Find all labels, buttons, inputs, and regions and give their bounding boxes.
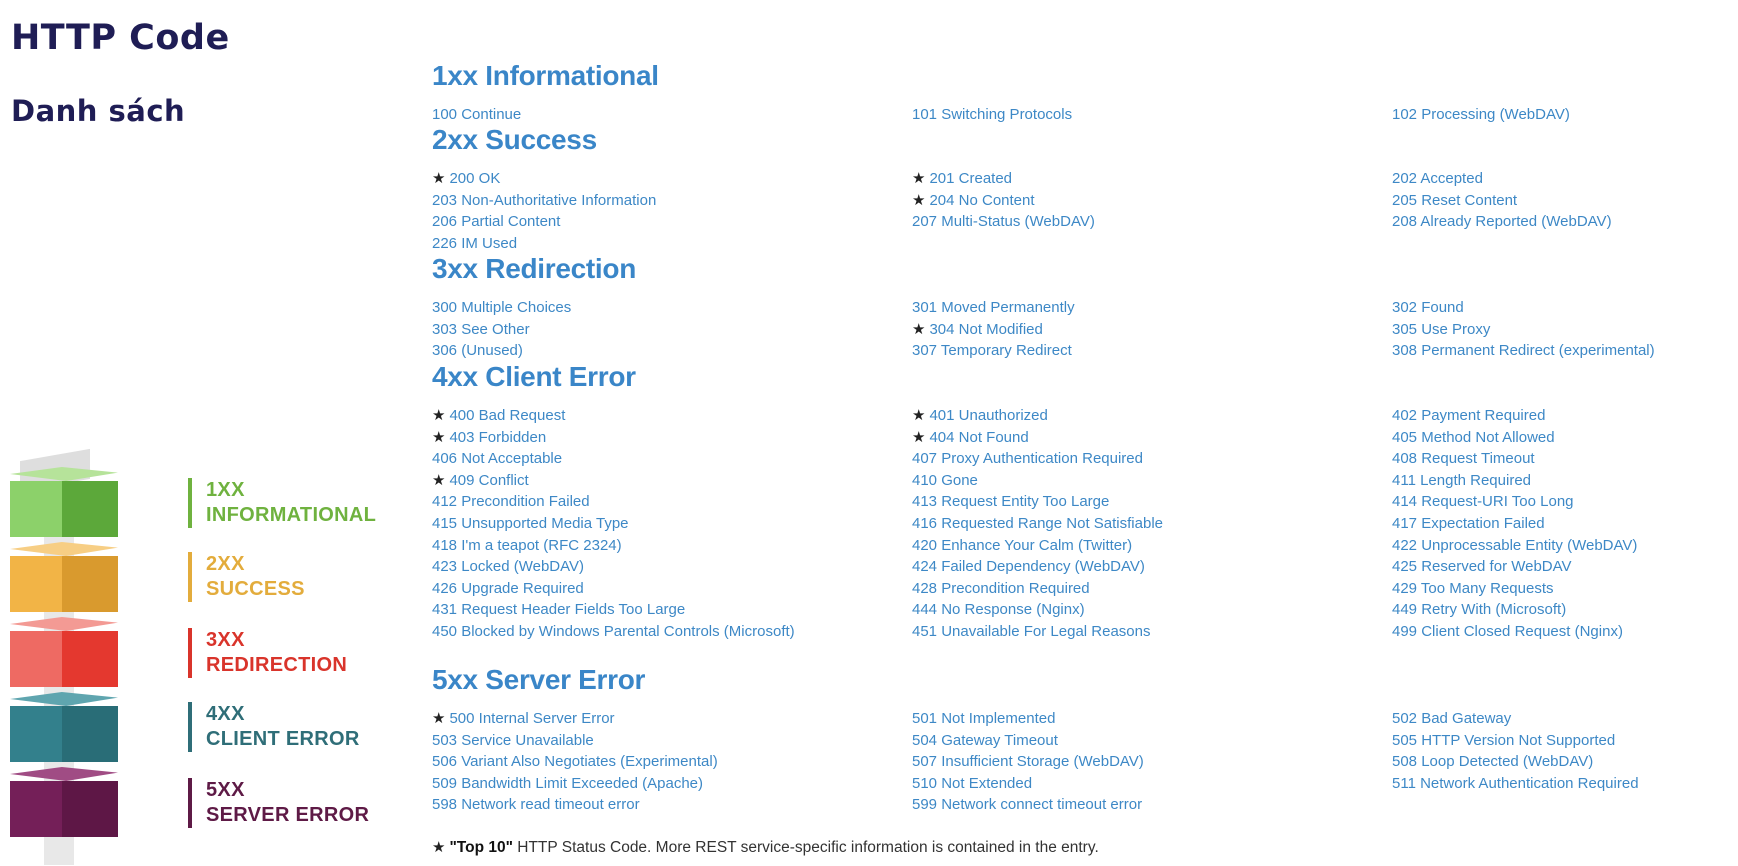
status-code-item xyxy=(912,751,1392,773)
status-code-item xyxy=(912,794,1392,816)
cube-top-face xyxy=(10,542,118,556)
status-code-text: 400 Bad Request xyxy=(449,407,566,424)
status-code-text: 503 Service Unavailable xyxy=(432,731,594,749)
cube-top-face xyxy=(10,692,118,706)
status-code-item xyxy=(912,621,1392,643)
footnote-bold: "Top 10" xyxy=(449,839,513,856)
status-code-text: 499 Client Closed Request (Nginx) xyxy=(1392,622,1623,640)
status-code-text: 418 I'm a teapot (RFC 2324) xyxy=(432,536,622,554)
status-code-text: 208 Already Reported (WebDAV) xyxy=(1392,213,1612,231)
status-code-text: 425 Reserved for WebDAV xyxy=(1392,558,1572,576)
status-code-item xyxy=(1392,168,1732,190)
status-code-item xyxy=(912,319,1392,341)
section-title: Danh sách xyxy=(11,94,186,128)
status-code-text: 302 Found xyxy=(1392,299,1464,316)
star-icon: ★ xyxy=(912,407,926,424)
status-code-item xyxy=(432,773,912,795)
cube-right-face xyxy=(62,481,118,537)
group-title-2xx: 2xx Success xyxy=(432,124,597,155)
star-icon: ★ xyxy=(912,320,926,338)
cube-left-face xyxy=(10,481,62,537)
status-code-text: 599 Network connect timeout error xyxy=(912,796,1143,814)
legend-class-code: 4XX xyxy=(206,703,245,725)
legend-class-name: SUCCESS xyxy=(206,578,305,600)
legend-label-2xx xyxy=(188,552,305,602)
status-code-text: 201 Created xyxy=(929,170,1013,187)
status-code-text: 409 Conflict xyxy=(449,471,529,489)
status-code-text: 401 Unauthorized xyxy=(929,407,1048,424)
status-code-item xyxy=(432,708,912,730)
status-code-item xyxy=(432,794,912,816)
status-code-item xyxy=(432,470,912,492)
status-code-text: 402 Payment Required xyxy=(1392,407,1546,424)
status-code-item xyxy=(432,211,912,233)
star-icon: ★ xyxy=(432,471,446,489)
status-code-item xyxy=(1392,104,1732,126)
status-code-text: 414 Request-URI Too Long xyxy=(1392,493,1574,511)
code-list-1xx xyxy=(432,104,1732,126)
status-code-text: 417 Expectation Failed xyxy=(1392,514,1545,532)
legend-class-code: 3XX xyxy=(206,629,245,651)
status-code-text: 308 Permanent Redirect (experimental) xyxy=(1392,342,1655,360)
status-code-item xyxy=(432,168,912,190)
status-code-text: 410 Gone xyxy=(912,471,978,489)
status-code-item xyxy=(912,211,1392,233)
status-code-item xyxy=(432,405,912,427)
legend-cube-3xx xyxy=(10,625,110,681)
status-code-item xyxy=(1392,621,1732,643)
legend-cube-4xx xyxy=(10,700,110,756)
star-icon: ★ xyxy=(432,839,446,856)
status-code-text: 415 Unsupported Media Type xyxy=(432,514,629,532)
status-code-item xyxy=(912,297,1392,319)
status-code-item xyxy=(432,751,912,773)
footnote xyxy=(432,838,1099,857)
cube-left-face xyxy=(10,556,62,612)
status-code-item xyxy=(912,104,1392,126)
legend-cube-2xx xyxy=(10,550,110,606)
status-code-text: 305 Use Proxy xyxy=(1392,320,1491,338)
status-code-text: 509 Bandwidth Limit Exceeded (Apache) xyxy=(432,774,703,792)
status-code-text: 413 Request Entity Too Large xyxy=(912,493,1110,511)
status-code-text: 301 Moved Permanently xyxy=(912,299,1075,316)
status-code-text: 304 Not Modified xyxy=(929,320,1043,338)
status-code-text: 416 Requested Range Not Satisfiable xyxy=(912,514,1164,532)
status-code-item xyxy=(432,190,912,212)
status-code-item xyxy=(432,104,912,126)
status-code-text: 412 Precondition Failed xyxy=(432,493,590,511)
status-code-text: 300 Multiple Choices xyxy=(432,299,572,316)
legend-cube-1xx xyxy=(10,475,110,531)
status-code-item xyxy=(912,405,1392,427)
status-code-text: 204 No Content xyxy=(929,191,1035,209)
status-code-item xyxy=(912,427,1392,449)
status-code-text: 202 Accepted xyxy=(1392,170,1483,187)
status-code-text: 420 Enhance Your Calm (Twitter) xyxy=(912,536,1133,554)
status-code-item xyxy=(432,319,912,341)
status-code-text: 422 Unprocessable Entity (WebDAV) xyxy=(1392,536,1638,554)
cube-top-face xyxy=(10,617,118,631)
legend-class-name: INFORMATIONAL xyxy=(206,504,377,526)
status-code-item xyxy=(912,470,1392,492)
status-code-item xyxy=(1392,773,1732,795)
status-code-item xyxy=(1392,190,1732,212)
status-code-text: 449 Retry With (Microsoft) xyxy=(1392,601,1567,619)
status-code-item xyxy=(912,730,1392,752)
code-list-5xx xyxy=(432,708,1732,816)
status-code-item xyxy=(912,556,1392,578)
status-code-text: 403 Forbidden xyxy=(449,428,547,446)
status-code-text: 226 IM Used xyxy=(432,234,518,252)
status-code-text: 411 Length Required xyxy=(1392,471,1531,489)
status-code-item xyxy=(1392,319,1732,341)
status-code-text: 502 Bad Gateway xyxy=(1392,710,1512,727)
status-code-text: 205 Reset Content xyxy=(1392,191,1518,209)
status-code-item xyxy=(1392,427,1732,449)
status-code-text: 501 Not Implemented xyxy=(912,710,1056,727)
status-code-item xyxy=(912,190,1392,212)
cube-left-face xyxy=(10,706,62,762)
status-code-text: 598 Network read timeout error xyxy=(432,796,640,814)
code-list-4xx xyxy=(432,405,1732,643)
status-code-item xyxy=(1392,751,1732,773)
status-code-text: 423 Locked (WebDAV) xyxy=(432,558,585,576)
legend-class-code: 5XX xyxy=(206,779,245,801)
cube-left-face xyxy=(10,631,62,687)
status-code-item xyxy=(1392,708,1732,730)
status-code-item xyxy=(1392,599,1732,621)
status-code-text: 424 Failed Dependency (WebDAV) xyxy=(912,558,1145,576)
status-class-legend xyxy=(0,445,400,866)
status-code-text: 303 See Other xyxy=(432,320,530,338)
status-code-text: 450 Blocked by Windows Parental Controls (Microsoft) xyxy=(432,622,795,640)
status-code-text: 307 Temporary Redirect xyxy=(912,342,1072,360)
status-code-text: 206 Partial Content xyxy=(432,213,561,231)
cube-right-face xyxy=(62,781,118,837)
status-code-item xyxy=(432,491,912,513)
status-code-item xyxy=(432,513,912,535)
star-icon: ★ xyxy=(432,710,446,727)
status-code-text: 407 Proxy Authentication Required xyxy=(912,450,1143,468)
status-code-text: 500 Internal Server Error xyxy=(449,710,615,727)
legend-cube-5xx xyxy=(10,775,110,831)
status-code-item xyxy=(912,340,1392,362)
status-code-item xyxy=(1392,730,1732,752)
status-code-item xyxy=(1392,535,1732,557)
status-code-text: 504 Gateway Timeout xyxy=(912,731,1058,749)
legend-class-name: SERVER ERROR xyxy=(206,804,370,826)
star-icon: ★ xyxy=(912,191,926,209)
legend-label-3xx xyxy=(188,628,347,678)
status-code-item xyxy=(432,427,912,449)
cube-right-face xyxy=(62,556,118,612)
status-code-text: 511 Network Authentication Required xyxy=(1392,774,1639,792)
star-icon: ★ xyxy=(912,170,926,187)
status-code-text: 101 Switching Protocols xyxy=(912,106,1073,123)
cube-right-face xyxy=(62,631,118,687)
star-icon: ★ xyxy=(432,428,446,446)
legend-label-5xx xyxy=(188,778,369,828)
status-code-item xyxy=(1392,297,1732,319)
status-code-text: 431 Request Header Fields Too Large xyxy=(432,601,686,619)
legend-class-code: 1XX xyxy=(206,479,245,501)
status-code-text: 507 Insufficient Storage (WebDAV) xyxy=(912,753,1144,771)
cube-top-face xyxy=(10,767,118,781)
group-title-5xx: 5xx Server Error xyxy=(432,664,646,695)
footnote-text: HTTP Status Code. More REST service-specific information is contained in the entry. xyxy=(512,839,1099,856)
status-code-text: 426 Upgrade Required xyxy=(432,579,584,597)
status-code-text: 451 Unavailable For Legal Reasons xyxy=(912,622,1151,640)
status-code-item xyxy=(1392,556,1732,578)
status-code-text: 100 Continue xyxy=(432,106,522,123)
group-title-3xx: 3xx Redirection xyxy=(432,253,637,284)
legend-label-1xx xyxy=(188,478,376,528)
status-code-text: 406 Not Acceptable xyxy=(432,450,563,468)
legend-class-code: 2XX xyxy=(206,553,245,575)
status-code-text: 444 No Response (Nginx) xyxy=(912,601,1085,619)
status-code-item xyxy=(1392,211,1732,233)
status-code-text: 510 Not Extended xyxy=(912,774,1033,792)
star-icon: ★ xyxy=(912,428,926,446)
star-icon: ★ xyxy=(432,407,446,424)
status-code-item xyxy=(432,621,912,643)
status-code-item xyxy=(912,708,1392,730)
status-code-item xyxy=(432,578,912,600)
code-list-3xx xyxy=(432,297,1732,362)
status-code-item xyxy=(912,168,1392,190)
status-code-text: 505 HTTP Version Not Supported xyxy=(1392,731,1616,749)
status-code-text: 207 Multi-Status (WebDAV) xyxy=(912,213,1095,231)
status-code-item xyxy=(1392,491,1732,513)
status-code-text: 508 Loop Detected (WebDAV) xyxy=(1392,753,1594,771)
http-code-sheet xyxy=(432,0,1732,866)
legend-class-name: CLIENT ERROR xyxy=(206,728,360,750)
cube-right-face xyxy=(62,706,118,762)
status-code-item xyxy=(912,578,1392,600)
legend-class-name: REDIRECTION xyxy=(206,654,348,676)
status-code-item xyxy=(1392,448,1732,470)
status-code-item xyxy=(432,599,912,621)
status-code-item xyxy=(1392,340,1732,362)
status-code-text: 429 Too Many Requests xyxy=(1392,579,1554,597)
code-list-2xx xyxy=(432,168,1732,254)
status-code-item xyxy=(912,491,1392,513)
status-code-text: 306 (Unused) xyxy=(432,342,523,360)
status-code-item xyxy=(432,730,912,752)
status-code-item xyxy=(432,340,912,362)
status-code-text: 408 Request Timeout xyxy=(1392,450,1535,468)
status-code-item xyxy=(912,448,1392,470)
status-code-text: 428 Precondition Required xyxy=(912,579,1090,597)
status-code-item xyxy=(912,513,1392,535)
status-code-item xyxy=(912,535,1392,557)
legend-label-4xx xyxy=(188,702,360,752)
status-code-item xyxy=(432,556,912,578)
status-code-item xyxy=(1392,513,1732,535)
status-code-item xyxy=(912,599,1392,621)
group-title-1xx: 1xx Informational xyxy=(432,60,659,91)
status-code-item xyxy=(432,233,912,255)
status-code-item xyxy=(432,297,912,319)
status-code-item xyxy=(912,773,1392,795)
status-code-item xyxy=(1392,470,1732,492)
status-code-text: 102 Processing (WebDAV) xyxy=(1392,106,1570,123)
status-code-text: 404 Not Found xyxy=(929,428,1029,446)
status-code-item xyxy=(432,535,912,557)
status-code-item xyxy=(1392,405,1732,427)
page-title: HTTP Code xyxy=(11,18,230,58)
group-title-4xx: 4xx Client Error xyxy=(432,361,636,392)
status-code-text: 506 Variant Also Negotiates (Experimental) xyxy=(432,753,718,771)
status-code-item xyxy=(432,448,912,470)
star-icon: ★ xyxy=(432,170,446,187)
status-code-text: 200 OK xyxy=(449,170,501,187)
status-code-item xyxy=(1392,578,1732,600)
cube-left-face xyxy=(10,781,62,837)
status-code-text: 405 Method Not Allowed xyxy=(1392,428,1555,446)
status-code-text: 203 Non-Authoritative Information xyxy=(432,191,657,209)
